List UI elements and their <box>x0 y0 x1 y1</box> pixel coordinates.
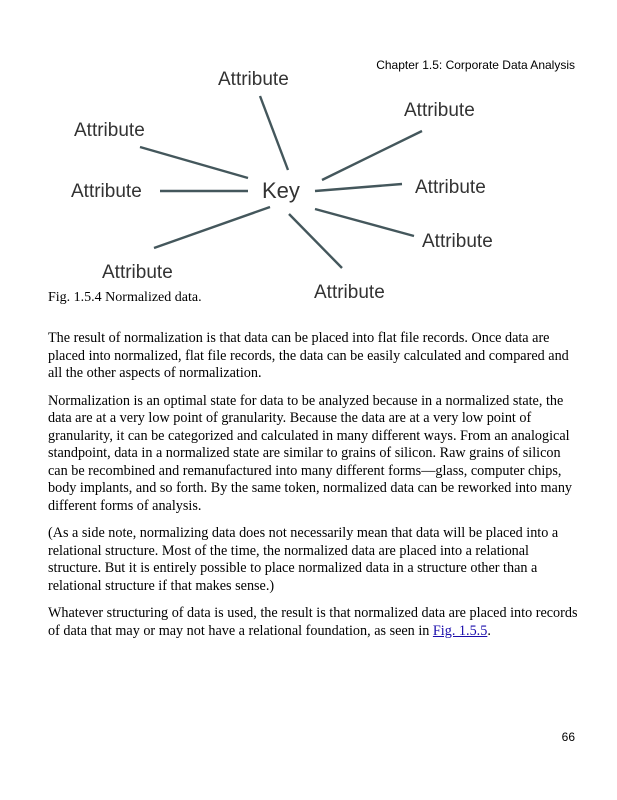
attribute-node-lower-left: Attribute <box>102 262 173 283</box>
paragraph-4-text: Whatever structuring of data is used, the result is that normalized data are placed into records of data that may or may not have a relational foundation, as seen in <box>48 605 578 639</box>
spoke-lower-right <box>315 209 414 236</box>
running-header: Chapter 1.5: Corporate Data Analysis <box>376 58 575 72</box>
attribute-node-upper-left: Attribute <box>74 120 145 141</box>
page-number: 66 <box>561 730 575 744</box>
paragraph-1: The result of normalization is that data can be placed into flat file records. Once data are placed into normalized, flat file records, the data can be easily calculated and compared and all the other aspects of normalization. <box>48 330 569 381</box>
attribute-node-lower-right: Attribute <box>422 231 493 252</box>
paragraph-2: Normalization is an optimal state for data to be analyzed because in a normalized state, the data are at a very low point of granularity. Because the data are at a very low point of granularity, it can be categorized and calculated in many different ways. From an analogical standpoint, data in a normalized state are similar to grains of silicon. Raw grains of silicon can be recombined and remanufactured into many different forms—glass, computer chips, body implants, and so forth. By the same token, normalized data can be reworked into many different forms of analysis. <box>48 392 573 514</box>
key-node: Key <box>262 178 300 203</box>
body-text <box>48 330 578 650</box>
attribute-node-bottom: Attribute <box>314 282 385 300</box>
spoke-top <box>260 96 288 170</box>
attribute-node-left: Attribute <box>71 181 142 202</box>
spoke-top-right <box>322 131 422 180</box>
normalized-data-diagram <box>0 0 617 300</box>
attribute-node-top-right: Attribute <box>404 100 475 121</box>
figure-caption: Fig. 1.5.4 Normalized data. <box>48 290 202 305</box>
paragraph-3: (As a side note, normalizing data does not necessarily mean that data will be placed into a relational structure. Most of the time, the normalized data are placed into a relational structure. But it is entirely possible to place normalized data in a structure other than a relational structure if that makes sense.) <box>48 525 559 594</box>
spoke-lower-left <box>154 207 270 248</box>
spoke-upper-left <box>140 147 248 178</box>
paragraph-4 <box>48 605 578 640</box>
attribute-node-top: Attribute <box>218 69 289 90</box>
attribute-node-right: Attribute <box>415 177 486 198</box>
spoke-bottom <box>289 214 342 268</box>
spoke-right <box>315 184 402 191</box>
figure-link-1-5-5[interactable]: Fig. 1.5.5 <box>432 622 488 639</box>
paragraph-4-end: . <box>487 622 491 639</box>
